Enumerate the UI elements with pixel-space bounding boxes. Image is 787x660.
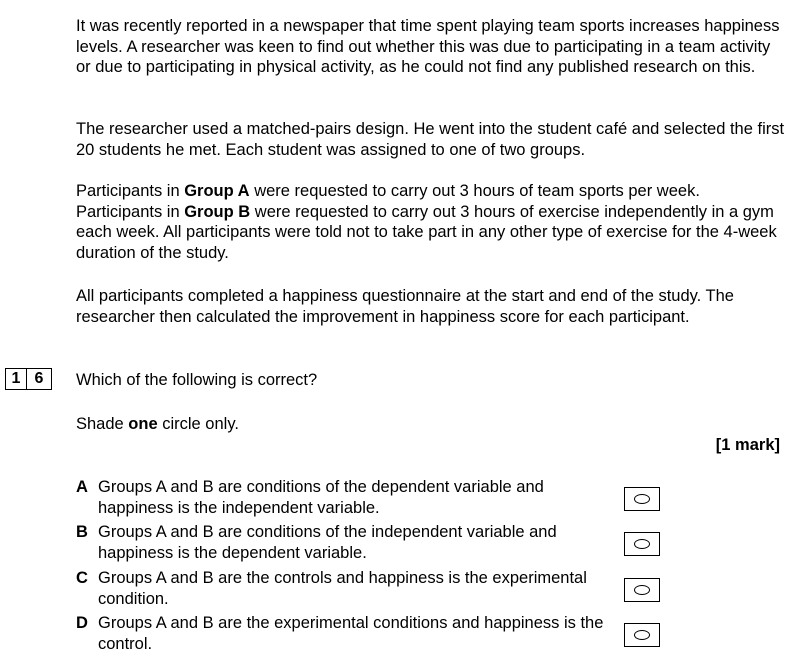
group-b-label: Group B xyxy=(184,202,251,221)
question-number xyxy=(5,368,52,390)
group-a-prefix: Participants in xyxy=(76,182,185,200)
question-text: Which of the following is correct? xyxy=(76,371,318,389)
option-d xyxy=(76,613,616,654)
option-text: Groups A and B are conditions of the independent variable and happiness is the dependent variable. xyxy=(98,523,557,562)
answer-bubble-c[interactable] xyxy=(624,578,660,602)
answer-bubble-b[interactable] xyxy=(624,532,660,556)
instruction-suffix: circle only. xyxy=(157,415,239,433)
option-letter: A xyxy=(76,478,88,496)
group-b-description: were requested to carry out 3 hours of exercise independently in a gym each week. All participants were told not to take part in any other type of exercise for the 4-week duration of the study. xyxy=(76,202,777,262)
group-a-description: were requested to carry out 3 hours of team sports per week. xyxy=(249,182,700,200)
answer-bubble-d[interactable] xyxy=(624,623,660,647)
context-paragraph-2: The researcher used a matched-pairs design. He went into the student café and selected the first 20 students he met. Each student was assigned to one of two groups. xyxy=(76,120,785,159)
option-text: Groups A and B are the controls and happiness is the experimental condition. xyxy=(98,569,587,608)
group-a-label: Group A xyxy=(184,182,250,200)
instruction-prefix: Shade xyxy=(76,415,129,433)
option-letter: D xyxy=(76,614,88,632)
option-b xyxy=(76,522,616,563)
option-letter: C xyxy=(76,569,88,587)
context-paragraph-1: It was recently reported in a newspaper that time spent playing team sports increases happiness levels. A researcher was keen to find out whether this was due to participating in a team activity or due to participating in physical activity, as he could not find any published research on this. xyxy=(76,17,780,76)
option-text: Groups A and B are the experimental conditions and happiness is the control. xyxy=(98,614,604,653)
circle-icon xyxy=(634,585,650,595)
marks-label: [1 mark] xyxy=(715,436,780,454)
option-letter: B xyxy=(76,523,88,541)
option-a xyxy=(76,477,616,518)
context-paragraph-3 xyxy=(76,181,786,263)
group-b-prefix: Participants in xyxy=(76,202,185,221)
circle-icon xyxy=(634,630,650,640)
option-text: Groups A and B are conditions of the dependent variable and happiness is the independent variable. xyxy=(98,478,544,517)
question-number-digit-2: 6 xyxy=(27,368,52,390)
context-paragraph-4: All participants completed a happiness questionnaire at the start and end of the study. The researcher then calculated the improvement in happiness score for each participant. xyxy=(76,287,734,326)
answer-bubble-a[interactable] xyxy=(624,487,660,511)
circle-icon xyxy=(634,494,650,504)
option-c xyxy=(76,568,616,609)
circle-icon xyxy=(634,539,650,549)
instruction-bold: one xyxy=(128,415,158,433)
question-number-digit-1: 1 xyxy=(5,368,27,390)
instruction xyxy=(76,415,239,434)
